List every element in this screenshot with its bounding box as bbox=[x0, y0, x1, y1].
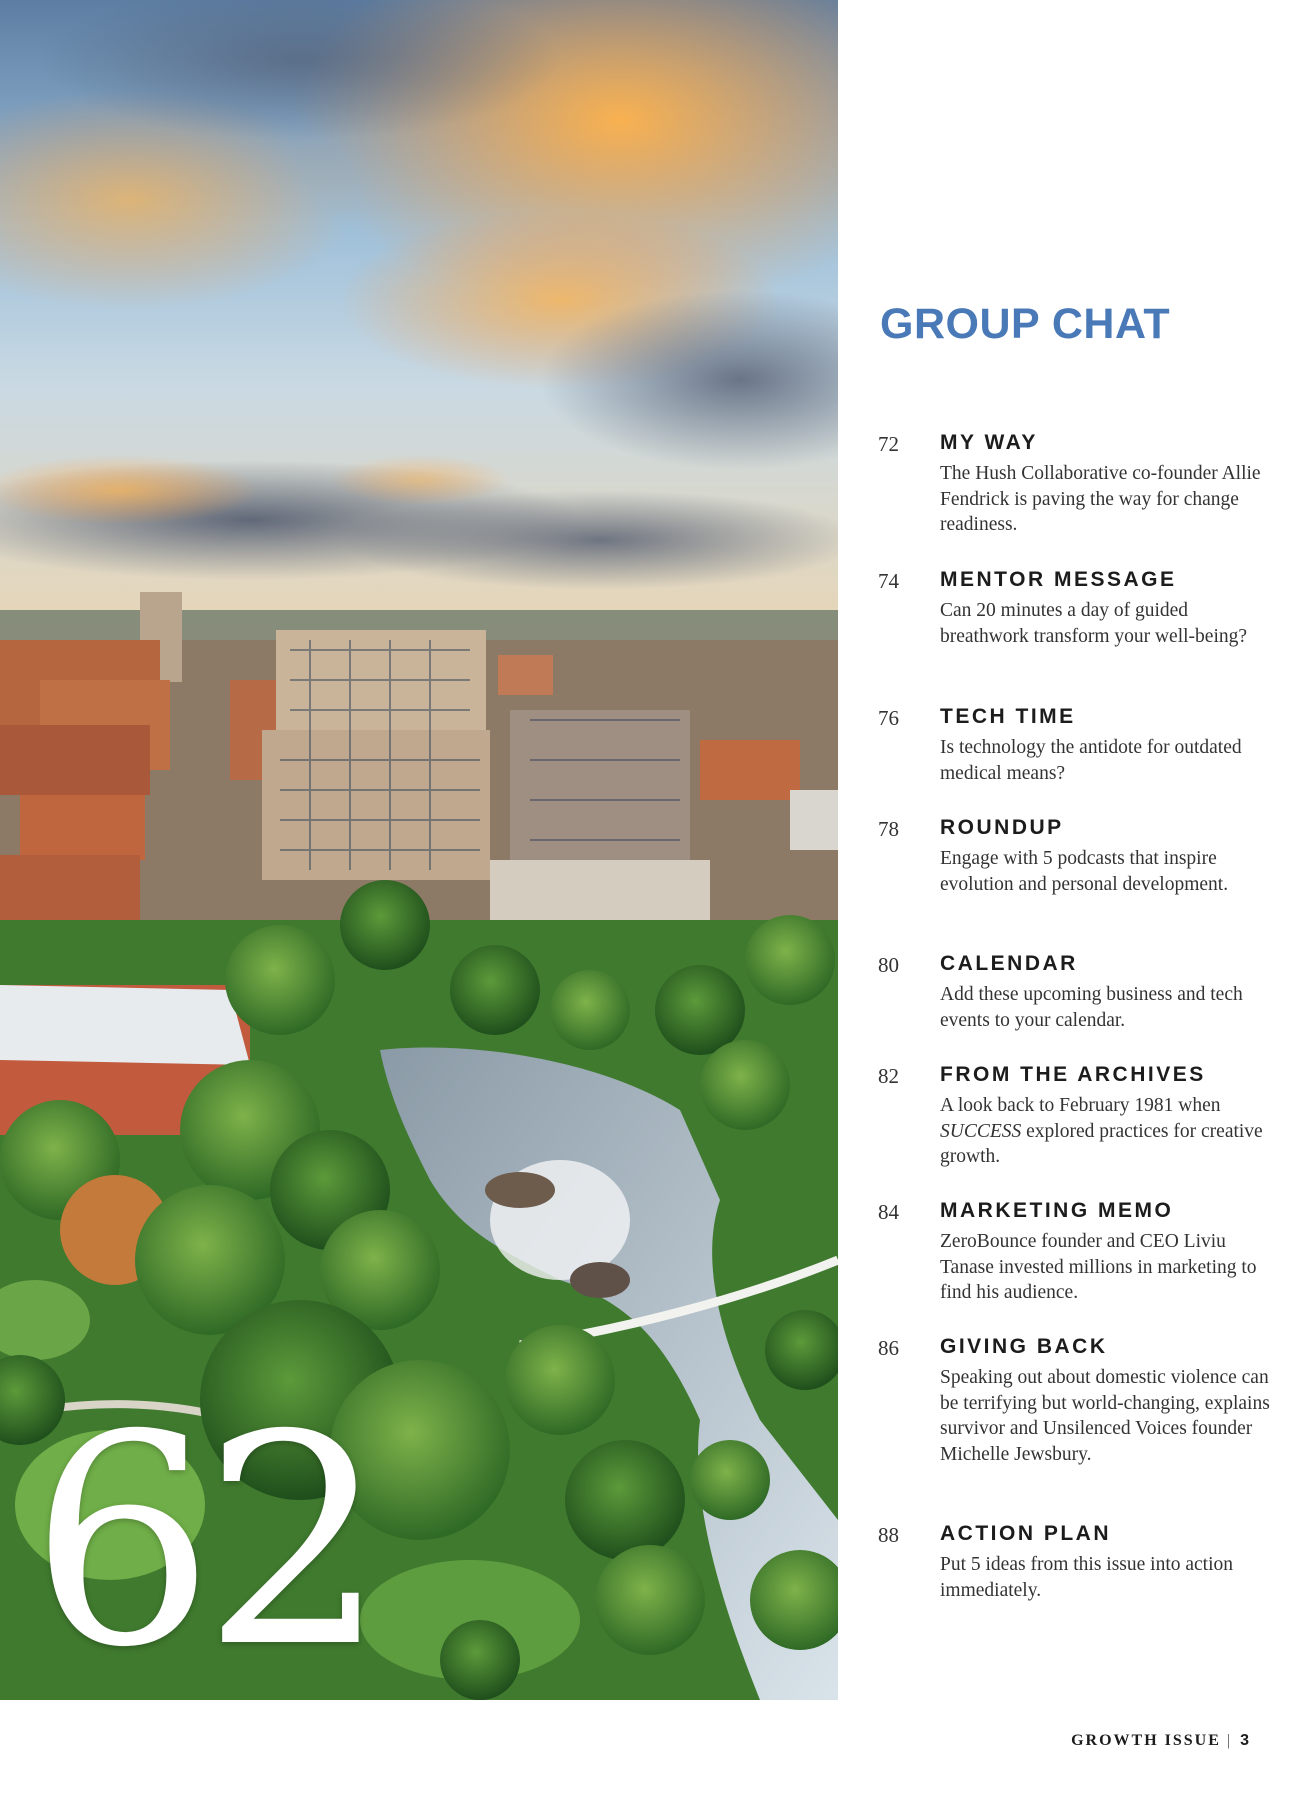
toc-description: ZeroBounce founder and CEO Liviu Tanase invested millions in marketing to find his audience. bbox=[940, 1231, 1257, 1304]
toc-page-number: 82 bbox=[878, 1064, 899, 1088]
toc-description: Is technology the antidote for outdated medical means? bbox=[940, 737, 1242, 784]
toc-page-number: 76 bbox=[878, 706, 899, 730]
toc-heading: ACTION PLAN bbox=[940, 1522, 1111, 1545]
toc-page-number: 86 bbox=[878, 1336, 899, 1360]
toc-description: Speaking out about domestic violence can be terrifying but world-changing, explains survivor and Unsilenced Voices founder Michelle Jewsbury. bbox=[940, 1367, 1270, 1465]
toc-page-number: 78 bbox=[878, 817, 899, 841]
toc-page-number: 74 bbox=[878, 569, 899, 593]
page-footer bbox=[1071, 1732, 1249, 1750]
footer-separator: | bbox=[1226, 1732, 1233, 1749]
toc-description bbox=[940, 1093, 1280, 1170]
toc-description: Add these upcoming business and tech events to your calendar. bbox=[940, 984, 1243, 1031]
toc-description-text: A look back to February 1981 when bbox=[940, 1095, 1221, 1116]
toc-heading: ROUNDUP bbox=[940, 816, 1064, 839]
toc-page-number: 72 bbox=[878, 432, 899, 456]
toc-heading: MARKETING MEMO bbox=[940, 1199, 1174, 1222]
toc-heading: MY WAY bbox=[940, 431, 1038, 454]
toc-page-number: 80 bbox=[878, 953, 899, 977]
toc-description: Engage with 5 podcasts that inspire evolution and personal development. bbox=[940, 848, 1229, 895]
toc-description: The Hush Collaborative co-founder Allie Fendrick is paving the way for change readiness. bbox=[940, 463, 1261, 536]
toc-page-number: 88 bbox=[878, 1523, 899, 1547]
toc-heading: CALENDAR bbox=[940, 952, 1078, 975]
toc-description: Can 20 minutes a day of guided breathwork transform your well-being? bbox=[940, 600, 1248, 647]
toc-description-text: explored practices for creative growth. bbox=[940, 1120, 1263, 1168]
toc-heading: MENTOR MESSAGE bbox=[940, 568, 1177, 591]
toc-heading: GIVING BACK bbox=[940, 1335, 1108, 1358]
page-number: 3 bbox=[1240, 1732, 1249, 1749]
section-title: GROUP CHAT bbox=[880, 300, 1171, 348]
feature-page-number: 62 bbox=[30, 1374, 376, 1700]
magazine-name: SUCCESS bbox=[940, 1120, 1022, 1142]
toc-page-number: 84 bbox=[878, 1200, 899, 1224]
issue-name: GROWTH ISSUE bbox=[1071, 1732, 1221, 1749]
toc-description: Put 5 ideas from this issue into action immediately. bbox=[940, 1554, 1234, 1601]
toc-heading: TECH TIME bbox=[940, 705, 1076, 728]
toc-heading: FROM THE ARCHIVES bbox=[940, 1063, 1206, 1086]
